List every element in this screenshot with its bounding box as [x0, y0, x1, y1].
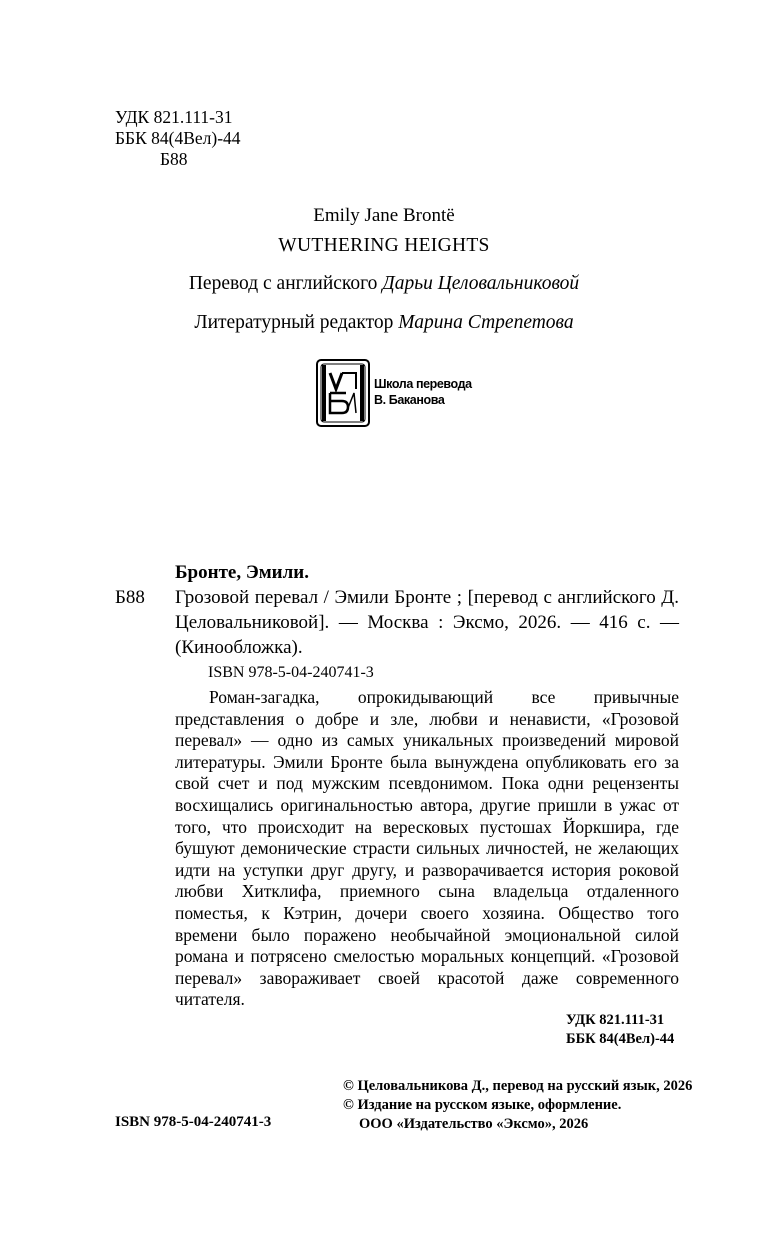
publisher-logo	[316, 359, 486, 427]
classification-block	[566, 1011, 674, 1049]
book-annotation: Роман-загадка, опрокидывающий все привычные представления о добре и зле, любви и ненависти, «Грозовой перевал» — одно из самых уникальных произведений мировой литературы. Эмили Бронте была вынуждена опубликовать его за свой счет и под мужским псевдонимом. Пока одни рецензенты восхищались оригинальностью автора, другие пришли в ужас от того, что происходит на вересковых пустошах Йоркшира, где бушуют демонические страсти сильных личностей, не желающих идти на уступки друг другу, и разворачивается история роковой любви Хитклифа, приемного сына владельца отдаленного поместья, к Кэтрин, дочери своего хозяина. Общество того времени было поражено необычайной эмоциональной силой романа и потрясено смелостью моральных концепций. «Грозовой перевал» завораживает своей красотой даже современного читателя.	[175, 687, 679, 1010]
copyright-line-2: © Издание на русском языке, оформление.	[343, 1097, 622, 1113]
original-title: WUTHERING HEIGHTS	[278, 235, 490, 256]
logo-text	[374, 376, 472, 408]
logo-line-1: Школа перевода	[374, 377, 472, 391]
author-mark: Б88	[160, 149, 188, 169]
translation-school-emblem-icon	[316, 359, 370, 427]
catalog-author-mark: Б88	[115, 587, 145, 608]
catalog-entry	[175, 560, 679, 660]
translation-credit	[0, 273, 768, 295]
copyright-line-3: ООО «Издательство «Эксмо», 2026	[359, 1116, 589, 1132]
catalog-isbn: ISBN 978-5-04-240741-3	[208, 664, 374, 681]
udk-code-bottom: УДК 821.111-31	[566, 1012, 665, 1028]
udk-code: УДК 821.111-31	[115, 107, 233, 127]
bbk-code-bottom: ББК 84(4Вел)-44	[566, 1031, 675, 1047]
original-author: Emily Jane Brontë	[313, 205, 455, 226]
copyright-line-1: © Целовальникова Д., перевод на русский язык, 2026	[343, 1078, 693, 1094]
catalog-description: Грозовой перевал / Эмили Бронте ; [перевод с английского Д. Целовальниковой]. — Москва : Эксмо, 2026. — 416 с. — (Кинообложка).	[175, 587, 679, 658]
classification-codes	[115, 107, 241, 170]
translation-prefix: Перевод с английского	[188, 273, 378, 294]
editor-prefix: Литературный редактор	[194, 312, 394, 333]
translator-name: Дарьи Целовальниковой	[382, 273, 580, 294]
editor-credit	[0, 312, 768, 334]
isbn-bottom: ISBN 978-5-04-240741-3	[115, 1114, 272, 1130]
editor-name: Марина Стрепетова	[398, 312, 574, 333]
bbk-code: ББК 84(4Вел)-44	[115, 128, 241, 148]
catalog-heading: Бронте, Эмили.	[175, 562, 309, 583]
copyright-block	[343, 1077, 692, 1134]
logo-line-2: В. Баканова	[374, 393, 445, 407]
